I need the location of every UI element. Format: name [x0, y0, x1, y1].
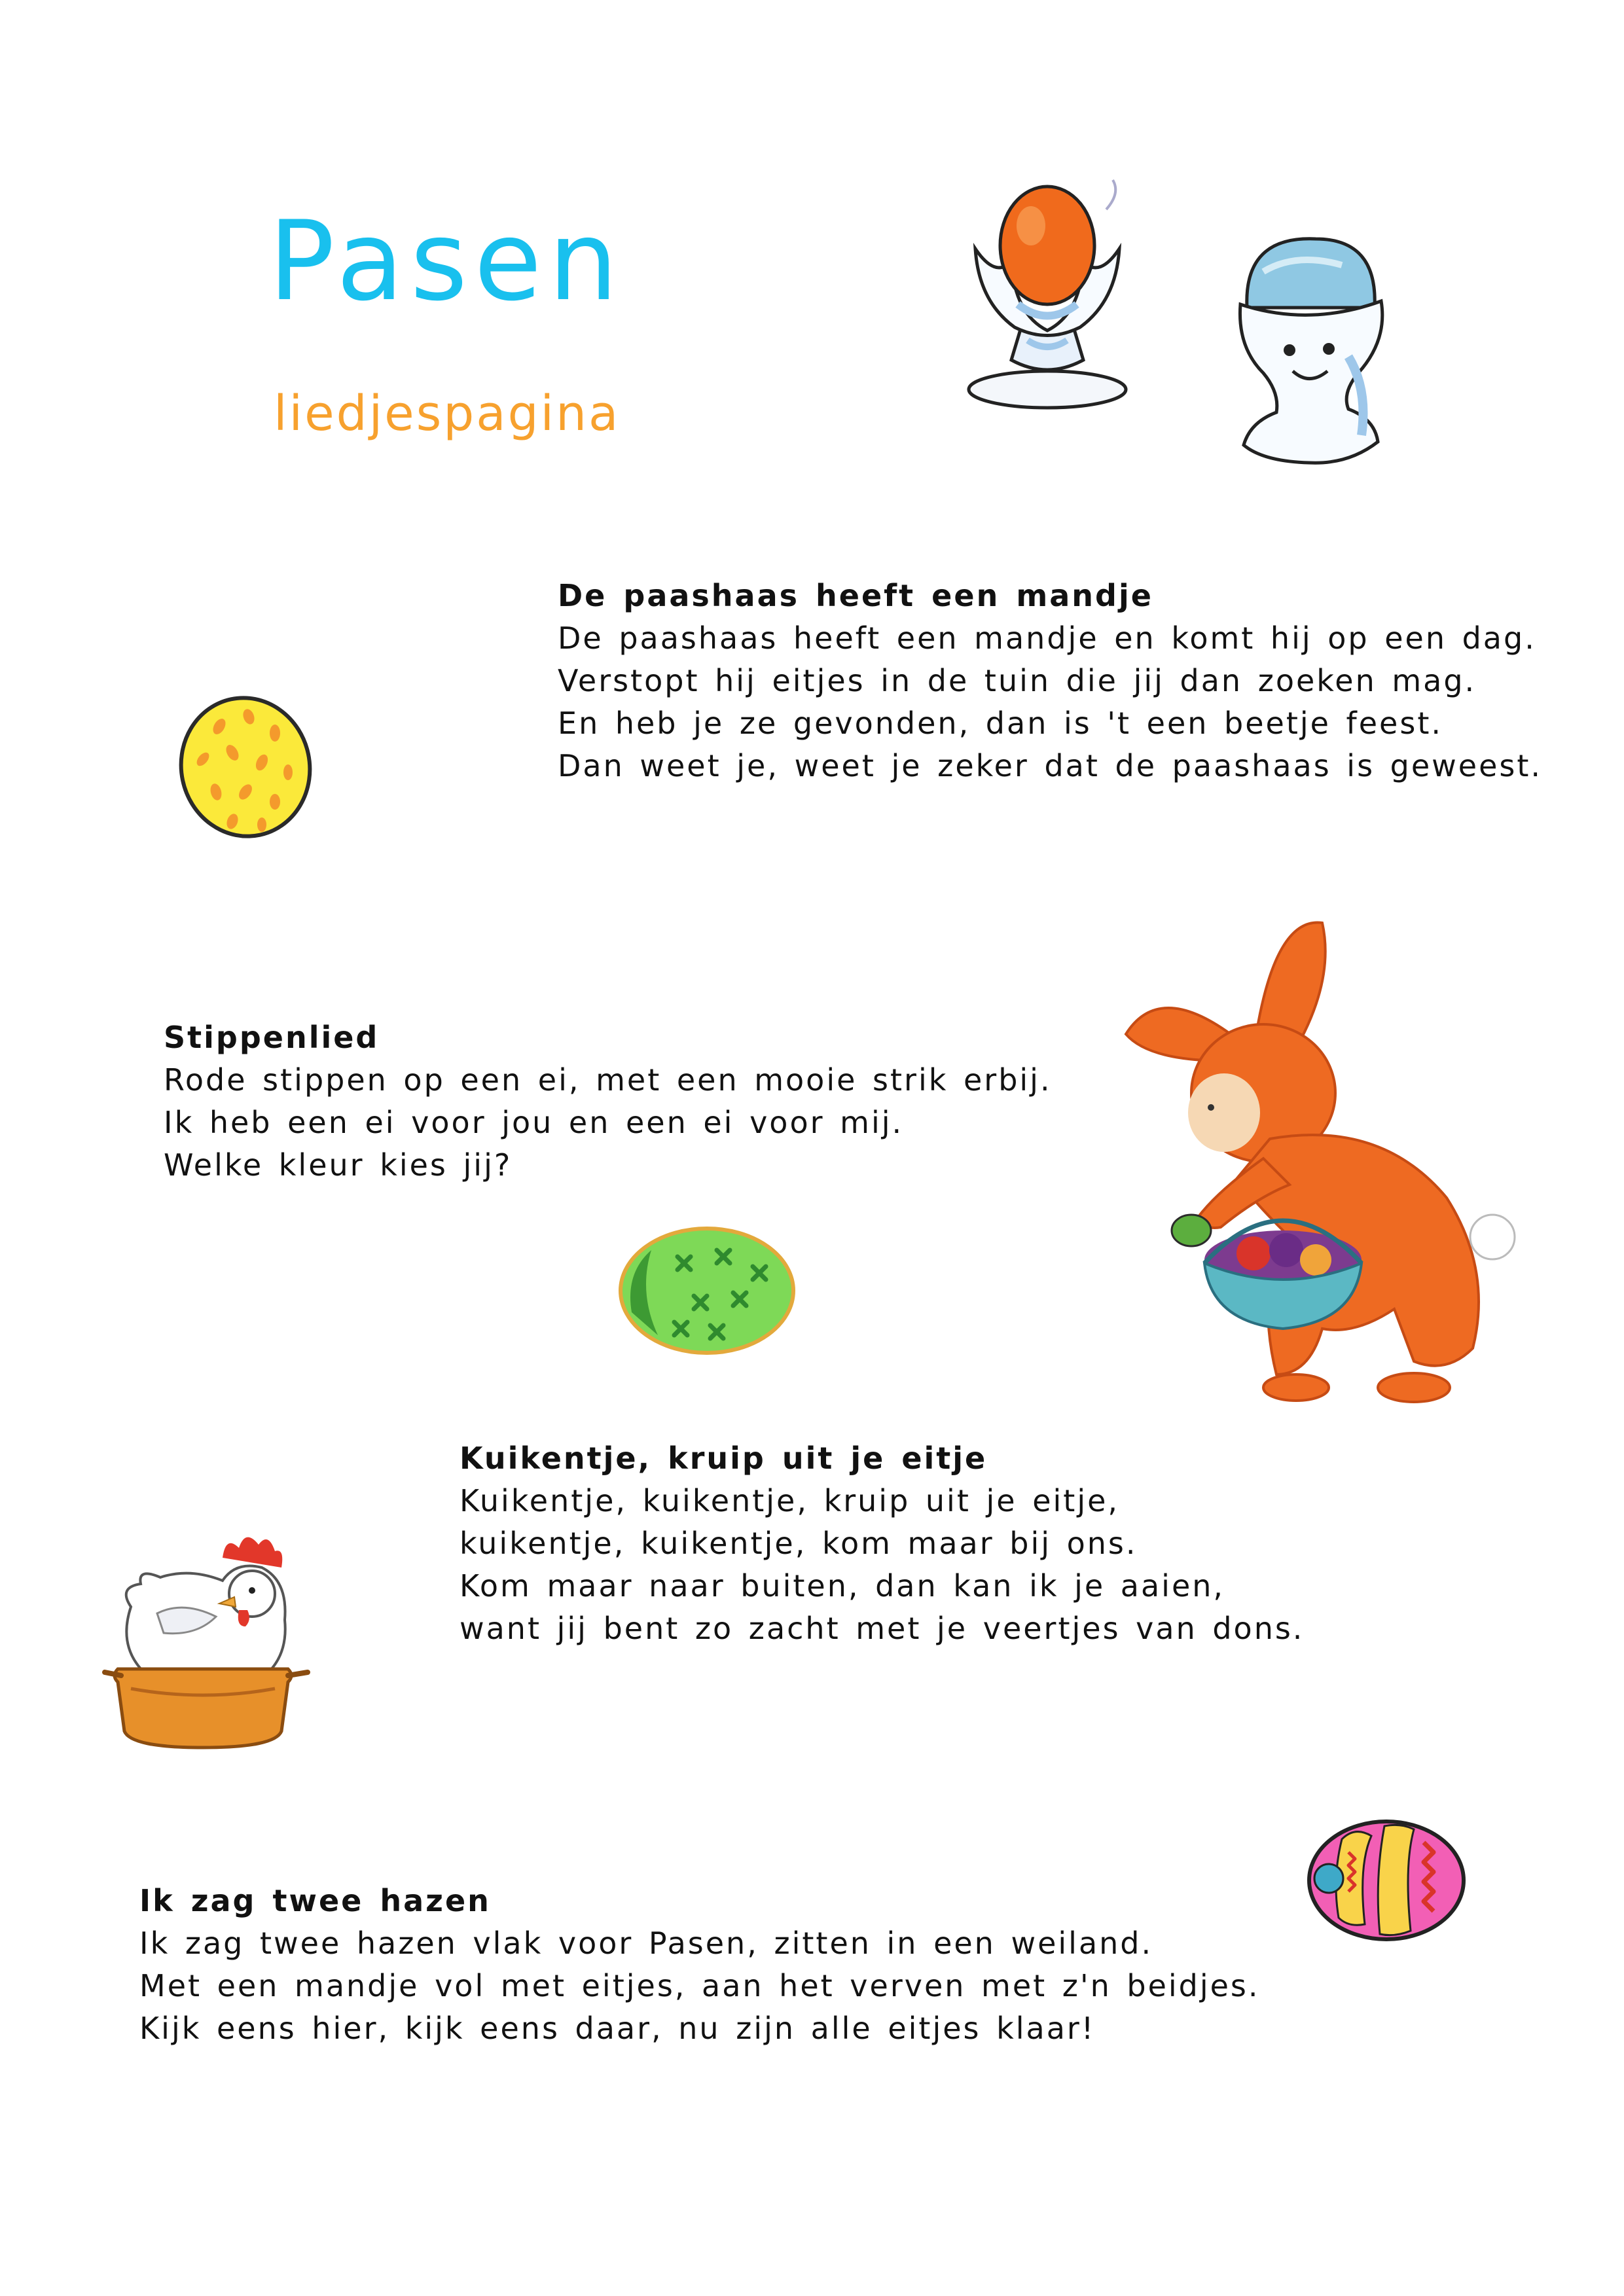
- song-block: [139, 1880, 1260, 2050]
- song-line: Dan weet je, weet je zeker dat de paashaas is geweest.: [558, 748, 1543, 783]
- song-line: Kijk eens hier, kijk eens daar, nu zijn alle eitjes klaar!: [139, 2011, 1096, 2046]
- song-block: [460, 1437, 1304, 1650]
- page-subtitle: liedjespagina: [274, 386, 621, 442]
- song-block: [558, 575, 1542, 787]
- song-title: Kuikentje, kruip uit je eitje: [460, 1441, 988, 1476]
- song-line: Ik zag twee hazen vlak voor Pasen, zitten in een weiland.: [139, 1926, 1153, 1961]
- song-title: De paashaas heeft een mandje: [558, 578, 1153, 613]
- song-line: Ik heb een ei voor jou en een ei voor mij.: [164, 1105, 904, 1140]
- bunny-child-illustration: [1106, 903, 1525, 1427]
- yellow-egg-illustration: [167, 687, 324, 844]
- page-title: Pasen: [268, 197, 625, 325]
- song-title: Ik zag twee hazen: [139, 1883, 491, 1918]
- song-title: Stippenlied: [164, 1020, 380, 1055]
- song-line: Kuikentje, kuikentje, kruip uit je eitje,: [460, 1483, 1120, 1518]
- song-line: Met een mandje vol met eitjes, aan het verven met z'n beidjes.: [139, 1968, 1260, 2003]
- song-line: En heb je ze gevonden, dan is 't een beetje feest.: [558, 706, 1443, 741]
- hen-in-pot-illustration: [92, 1522, 327, 1757]
- song-line: want jij bent zo zacht met je veertjes van dons.: [460, 1611, 1305, 1646]
- song-line: Welke kleur kies jij?: [164, 1147, 513, 1183]
- song-line: De paashaas heeft een mandje en komt hij op een dag.: [558, 620, 1536, 656]
- song-block: [164, 1016, 1052, 1187]
- song-line: kuikentje, kuikentje, kom maar bij ons.: [460, 1526, 1138, 1561]
- song-line: Verstopt hij eitjes in de tuin die jij dan zoeken mag.: [558, 663, 1477, 698]
- song-line: Rode stippen op een ei, met een mooie strik erbij.: [164, 1062, 1052, 1098]
- blue-egg-cup-illustration: [1218, 226, 1407, 475]
- pink-egg-illustration: [1303, 1813, 1470, 1947]
- green-egg-illustration: [612, 1221, 802, 1361]
- song-line: Kom maar naar buiten, dan kan ik je aaien,: [460, 1568, 1225, 1604]
- orange-egg-cup-illustration: [949, 164, 1146, 412]
